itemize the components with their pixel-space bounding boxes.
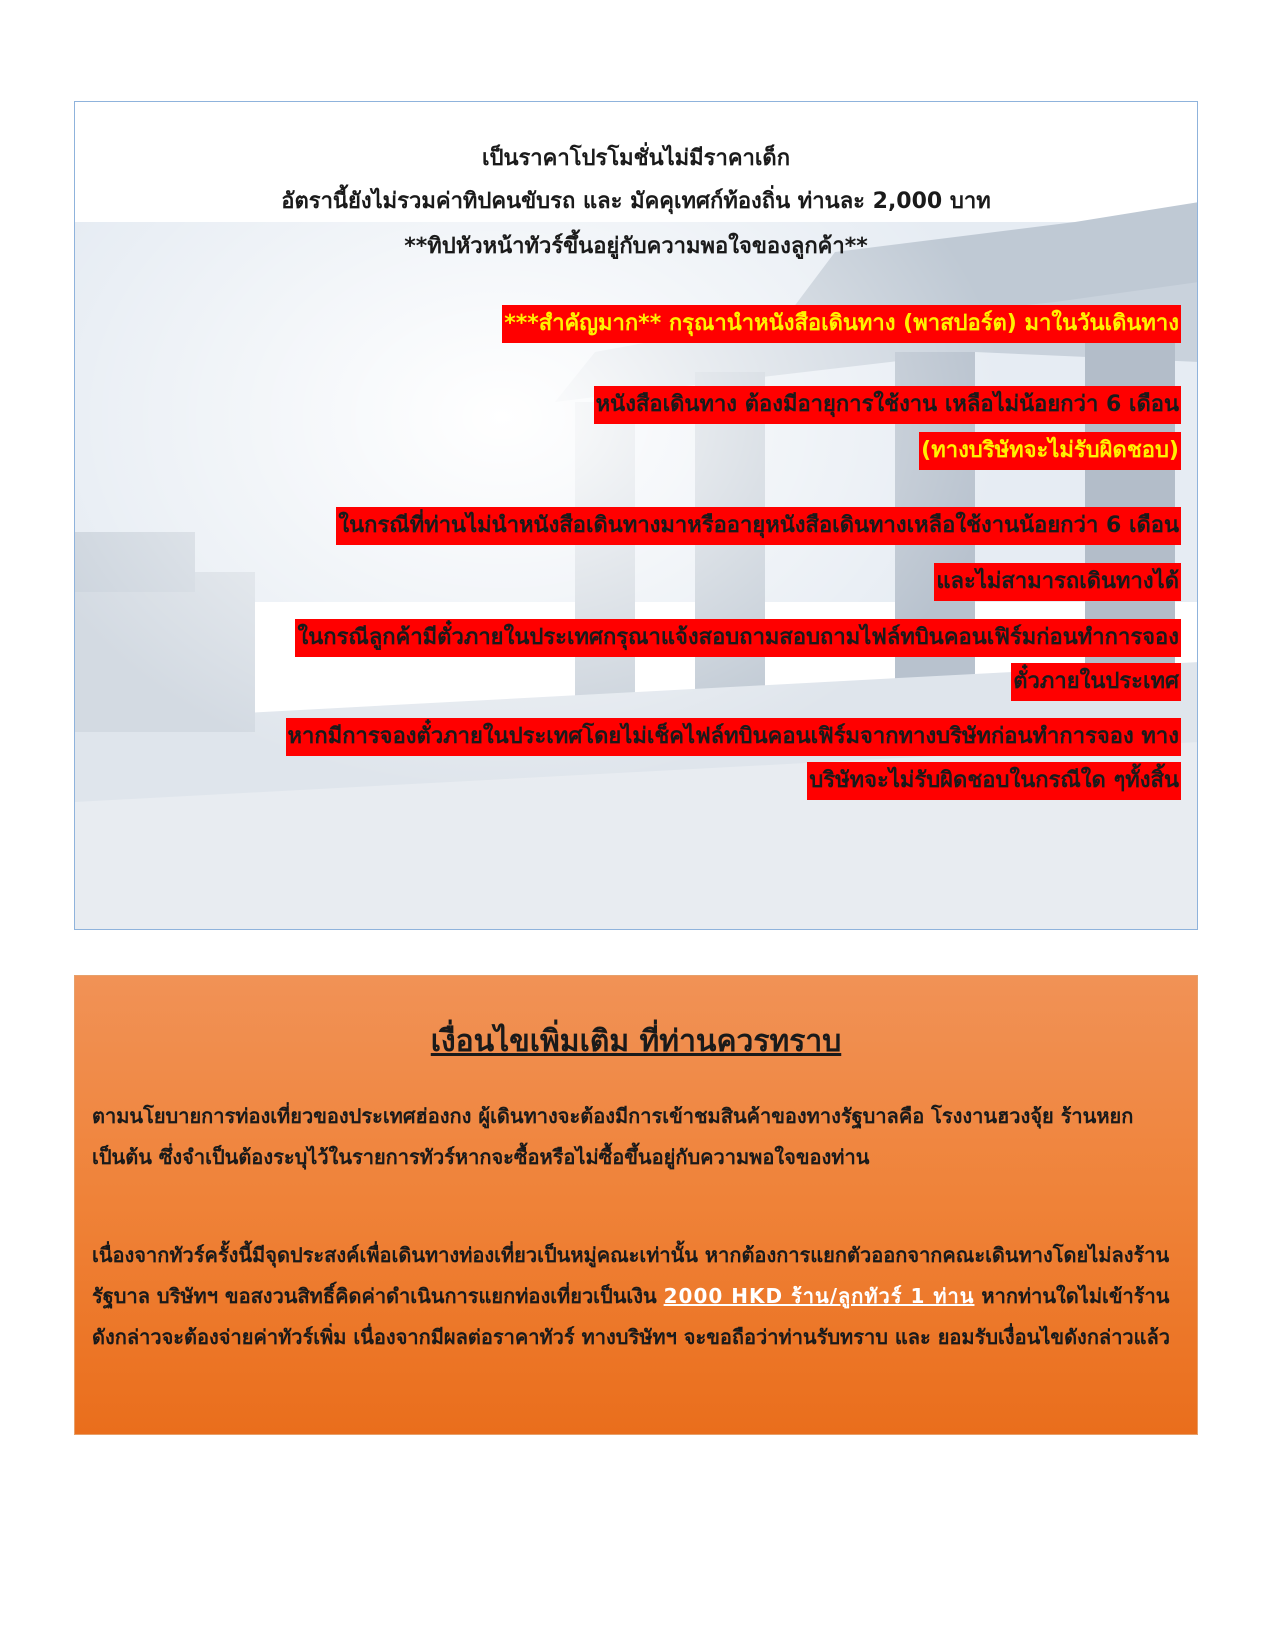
- passport-reminder-emphasis: ***สำคัญมาก**: [504, 311, 662, 336]
- separation-fee-text-b: หากท่านใดไม่เข้าร้านดังกล่าวจะต้องจ่ายค่าทัวร์เพิ่ม เนื่องจากมีผลต่อราคาทัวร์ ทางบริษัทฯ จะขอถือว่าท่านรับทราบ และ ยอมรับเงื่อนไขดังกล่าวแล้ว: [92, 1284, 1171, 1349]
- promo-no-child-price: เป็นราคาโปรโมชั่นไม่มีราคาเด็ก: [481, 146, 791, 171]
- passport-case-line1: ในกรณีที่ท่านไม่นำหนังสือเดินทางมาหรืออายุหนังสือเดินทางเหลือใช้งานน้อยกว่า 6 เดือน: [336, 507, 1181, 545]
- passport-validity-notice: หนังสือเดินทาง ต้องมีอายุการใช้งาน เหลือไม่น้อยกว่า 6 เดือน: [594, 386, 1181, 424]
- shopping-policy-paragraph: ตามนโยบายการท่องเที่ยวของประเทศฮ่องกง ผู้เดินทางจะต้องมีการเข้าชมสินค้าของทางรัฐบาลคือ โรงงานฮวงจุ้ย ร้านหยก เป็นต้น ซึ่งจำเป็นต้องระบุไว้ในรายการทัวร์หากจะซื้อหรือไม่ซื้อขึ้นอยู่กับความพอใจของท่าน: [92, 1104, 1134, 1169]
- tip-not-included: อัตรานี้ยังไม่รวมค่าทิปคนขับรถ และ มัคคุเทศก์ท้องถิ่น ท่านละ 2,000 บาท: [281, 189, 991, 214]
- company-not-responsible: (ทางบริษัทจะไม่รับผิดชอบ): [919, 432, 1181, 470]
- domestic-ticket-line2: ตั๋วภายในประเทศ: [1011, 663, 1181, 701]
- separation-fee-amount: 2000 HKD ร้าน/ลูกทัวร์ 1 ท่าน: [663, 1284, 975, 1308]
- passport-reminder: [502, 305, 1181, 343]
- booking-warning-line1: หากมีการจองตั๋วภายในประเทศโดยไม่เช็คไฟล์ทบินคอนเฟิร์มจากทางบริษัทก่อนทำการจอง ทาง: [286, 718, 1181, 756]
- domestic-ticket-line1: ในกรณีลูกค้ามีตั๋วภายในประเทศกรุณาแจ้งสอบถามสอบถามไฟล์ทบินคอนเฟิร์มก่อนทำการจอง: [295, 619, 1181, 657]
- additional-conditions-panel: [74, 975, 1198, 1435]
- booking-warning-line2: บริษัทจะไม่รับผิดชอบในกรณีใด ๆทั้งสิ้น: [807, 762, 1181, 800]
- separation-fee-text-a: เนื่องจากทัวร์ครั้งนี้มีจุดประสงค์เพื่อเดินทางท่องเที่ยวเป็นหมู่คณะเท่านั้น หากต้องการแยกตัวออกจากคณะเดินทางโดยไม่ลงร้านรัฐบาล บริษัทฯ ขอสงวนสิทธิ์คิดค่าดำเนินการแยกท่องเที่ยวเป็นเงิน: [92, 1243, 1170, 1308]
- conditions-title: เงื่อนไขเพิ่มเติม ที่ท่านควรทราบ: [430, 1024, 842, 1059]
- promo-notice-panel: [74, 101, 1198, 930]
- passport-case-line2: และไม่สามารถเดินทางได้: [934, 563, 1181, 601]
- separation-fee-paragraph: [92, 1235, 1192, 1358]
- passport-reminder-text: กรุณานำหนังสือเดินทาง (พาสปอร์ต) มาในวันเดินทาง: [661, 311, 1179, 336]
- tour-leader-tip-note: **ทิปหัวหน้าทัวร์ขึ้นอยู่กับความพอใจของลูกค้า**: [404, 234, 868, 259]
